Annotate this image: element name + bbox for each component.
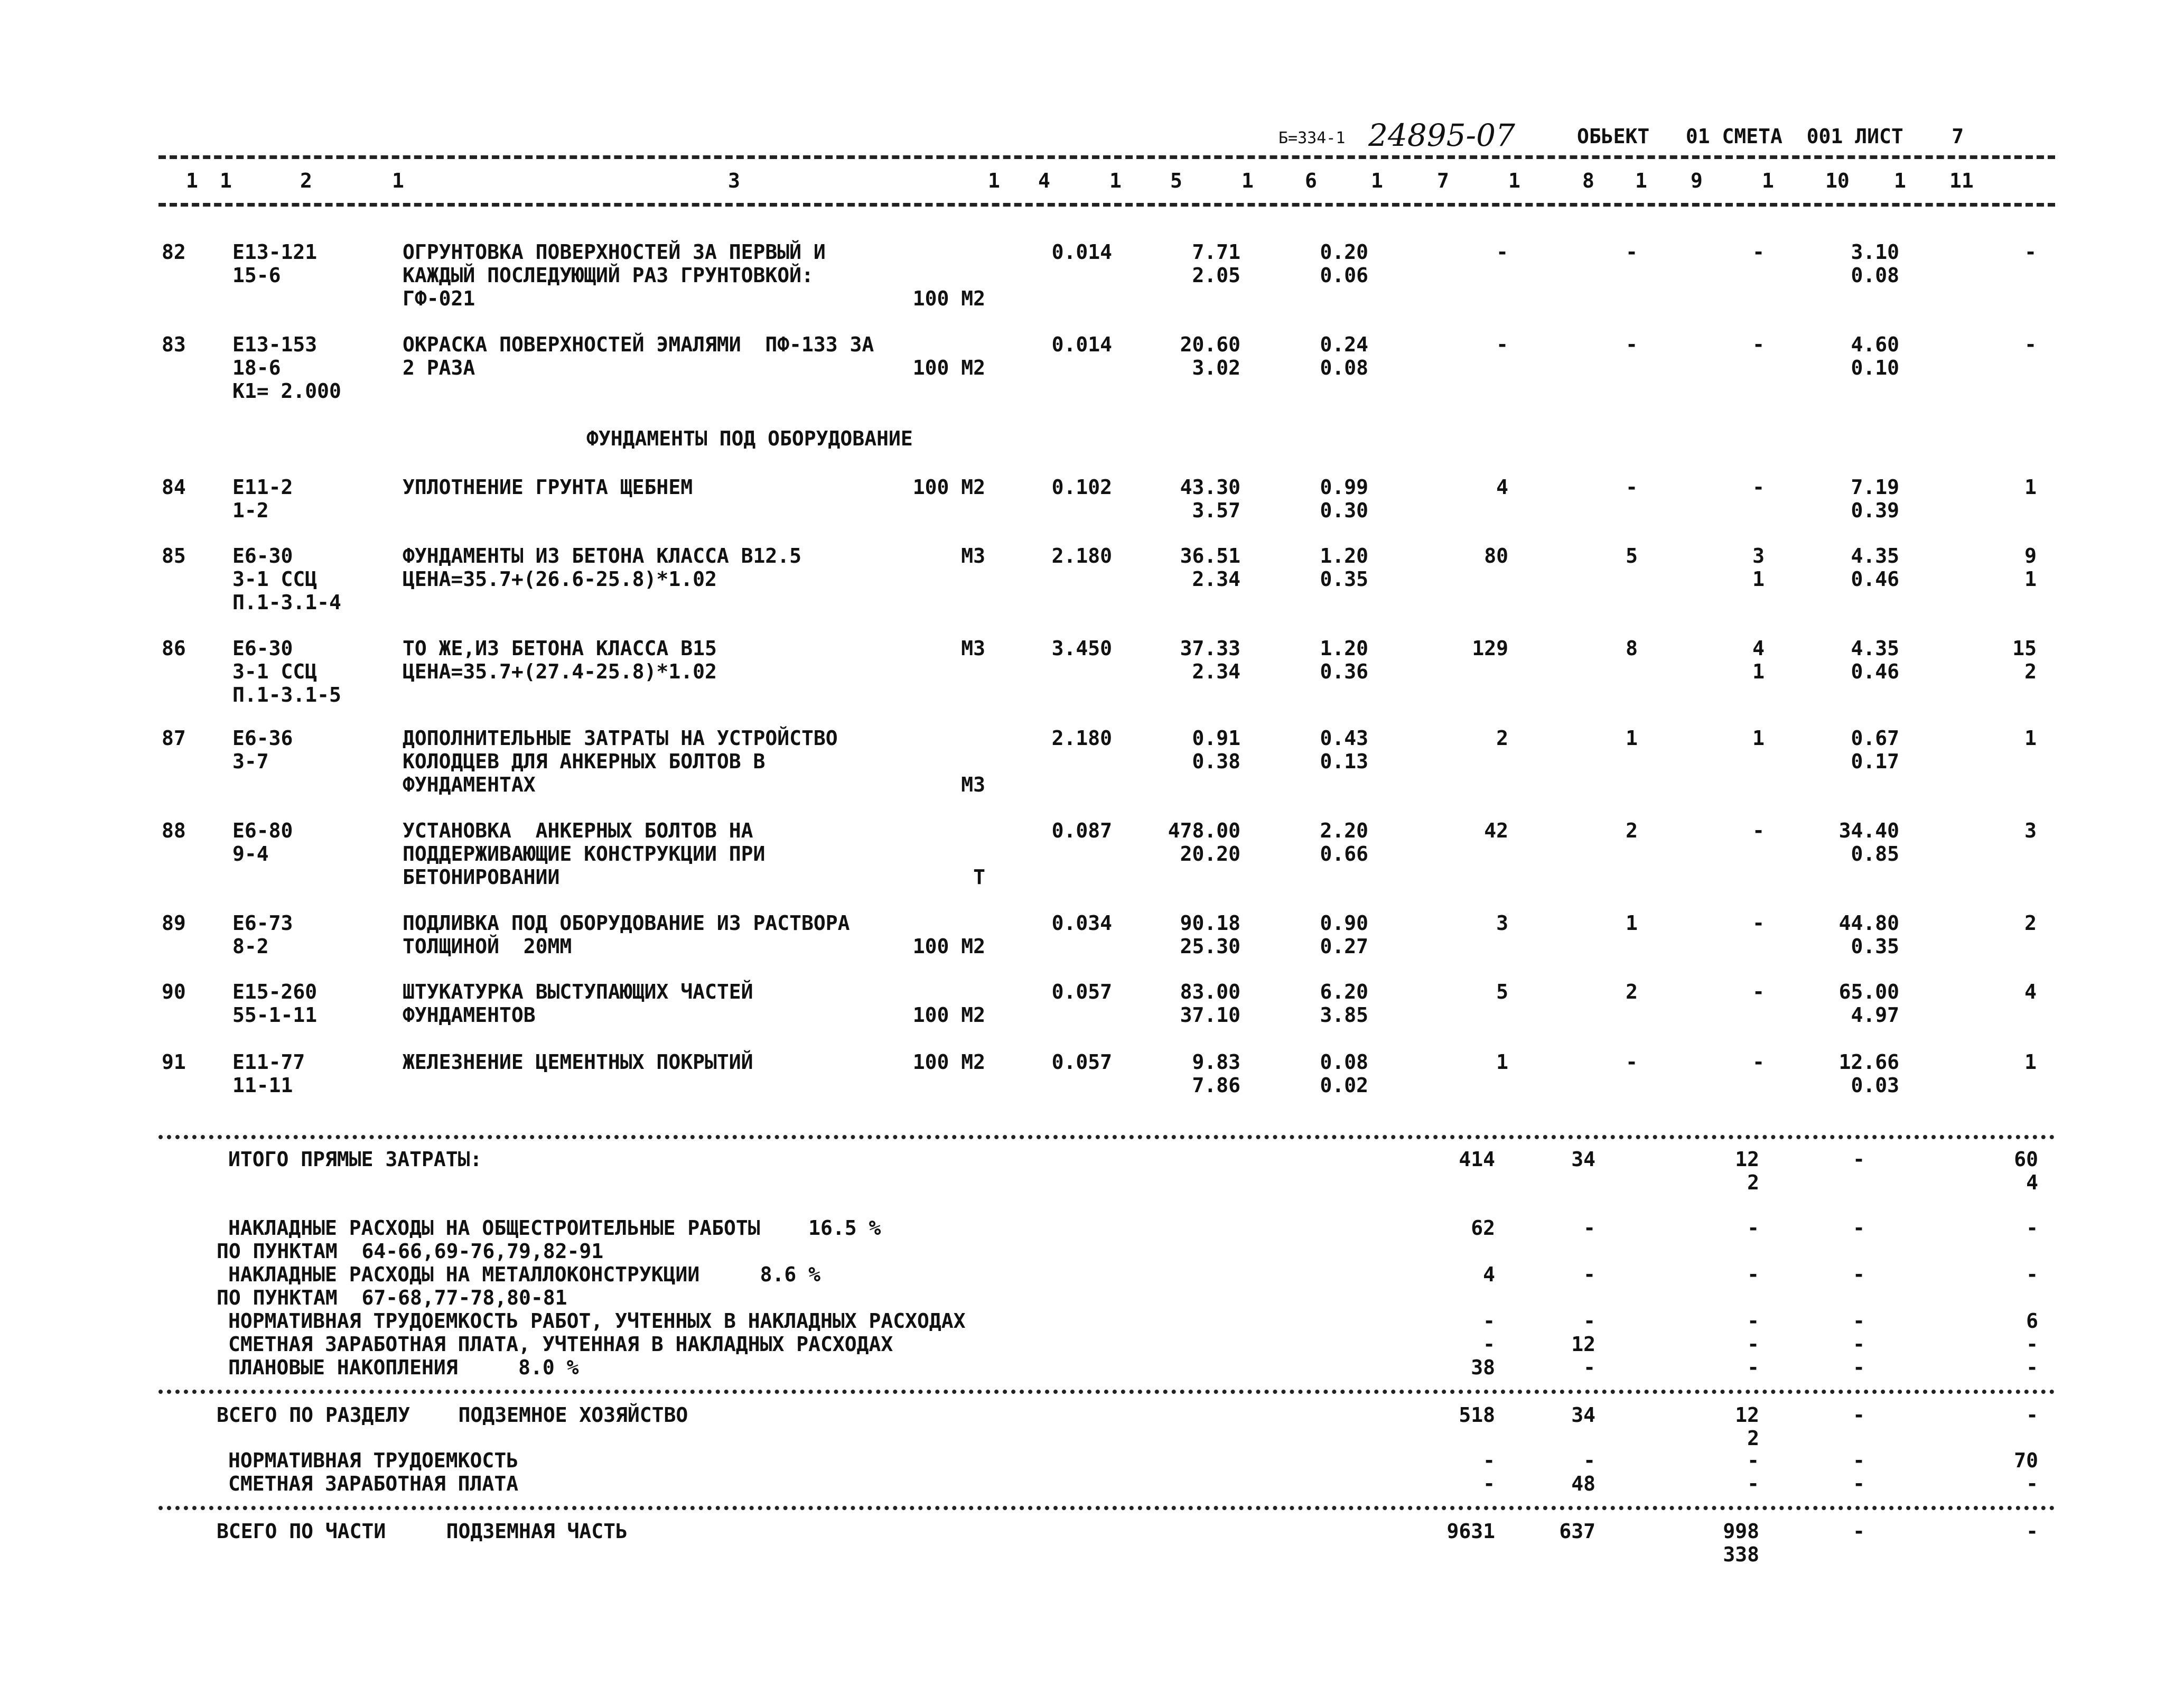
row-c9: - — [1752, 333, 1765, 356]
total-c9: 338 — [1723, 1543, 1759, 1566]
row-c6: 0.02 — [1320, 1074, 1368, 1097]
col-num-7: 7 — [1437, 169, 1449, 192]
col-num-3: 3 — [728, 169, 740, 192]
row-c5: 83.00 — [1180, 980, 1240, 1003]
total-c10: - — [1853, 1449, 1865, 1472]
row-c5: 20.20 — [1180, 842, 1240, 865]
total-c9: 2 — [1747, 1171, 1759, 1194]
row-number: 91 — [162, 1050, 186, 1074]
row-c6: 0.08 — [1320, 356, 1368, 379]
row-code: 55-1-11 — [232, 1003, 318, 1027]
row-c6: 0.24 — [1320, 333, 1368, 356]
row-name: ДОПОЛНИТЕЛЬНЫЕ ЗАТРАТЫ НА УСТРОЙСТВО — [403, 727, 838, 750]
row-code: Е13-153 — [232, 333, 318, 356]
total-c10: - — [1853, 1309, 1865, 1333]
row-c6: 0.20 — [1320, 240, 1368, 264]
total-c8: 12 — [1571, 1333, 1595, 1356]
row-c7: 2 — [1496, 727, 1508, 750]
row-c9: - — [1752, 980, 1765, 1003]
row-code: Е6-80 — [232, 819, 293, 842]
row-unit: 100 М2 — [912, 356, 985, 379]
total-c11: - — [2026, 1263, 2038, 1286]
row-code: 18-6 — [232, 356, 281, 379]
header-info: ОБЬЕКТ 01 СМЕТА 001 ЛИСТ 7 — [1577, 125, 1964, 148]
row-unit: 100 М2 — [912, 935, 985, 958]
row-c10: 12.66 — [1838, 1050, 1899, 1074]
row-c10: 0.46 — [1851, 660, 1899, 683]
row-quantity: 0.057 — [1051, 980, 1112, 1003]
row-c6: 0.27 — [1320, 935, 1368, 958]
doc-code-handwritten: 24895-07 — [1368, 117, 1515, 153]
row-name: ЖЕЛЕЗНЕНИЕ ЦЕМЕНТНЫХ ПОКРЫТИЙ — [403, 1050, 753, 1074]
row-c6: 2.20 — [1320, 819, 1368, 842]
row-number: 87 — [162, 727, 186, 750]
row-name: ОГРУНТОВКА ПОВЕРХНОСТЕЙ ЗА ПЕРВЫЙ И — [403, 240, 826, 264]
row-unit: М3 — [961, 637, 985, 660]
row-c11: 3 — [2024, 819, 2037, 842]
row-name: 2 РАЗА — [403, 356, 475, 379]
row-c5: 2.34 — [1192, 567, 1240, 591]
total-label: ИТОГО ПРЯМЫЕ ЗАТРАТЫ: — [228, 1148, 482, 1171]
row-unit: 100 М2 — [912, 1050, 985, 1074]
row-c11: - — [2024, 240, 2037, 264]
row-code: 1-2 — [232, 499, 269, 522]
total-sublabel: ПО ПУНКТАМ 67-68,77-78,80-81 — [217, 1286, 567, 1309]
row-c6: 0.90 — [1320, 911, 1368, 935]
total-c11: - — [2026, 1216, 2038, 1240]
row-c7: 3 — [1496, 911, 1508, 935]
row-c8: - — [1626, 1050, 1638, 1074]
row-number: 90 — [162, 980, 186, 1003]
row-c9: 4 — [1752, 637, 1765, 660]
row-name: БЕТОНИРОВАНИИ — [403, 865, 560, 889]
row-unit: 100 М2 — [912, 476, 985, 499]
row-c7: 80 — [1484, 544, 1508, 567]
row-name: УСТАНОВКА АНКЕРНЫХ БОЛТОВ НА — [403, 819, 753, 842]
row-name: ТО ЖЕ,ИЗ БЕТОНА КЛАССА В15 — [403, 637, 717, 660]
row-c10: 4.35 — [1851, 637, 1899, 660]
total-label: СМЕТНАЯ ЗАРАБОТНАЯ ПЛАТА, УЧТЕННАЯ В НАКЛАДНЫХ РАСХОДАХ — [228, 1333, 893, 1356]
row-c6: 0.36 — [1320, 660, 1368, 683]
total-c8: - — [1583, 1449, 1595, 1472]
row-c5: 25.30 — [1180, 935, 1240, 958]
row-unit: 100 М2 — [912, 1003, 985, 1027]
row-name: ТОЛЩИНОЙ 20ММ — [403, 935, 572, 958]
row-quantity: 3.450 — [1051, 637, 1112, 660]
row-unit: М3 — [961, 773, 985, 796]
row-c5: 37.33 — [1180, 637, 1240, 660]
row-name: УПЛОТНЕНИЕ ГРУНТА ЩЕБНЕМ — [403, 476, 693, 499]
row-code: 15-6 — [232, 264, 281, 287]
total-c10: - — [1853, 1356, 1865, 1379]
row-c9: - — [1752, 819, 1765, 842]
row-c6: 1.20 — [1320, 637, 1368, 660]
total-label: НАКЛАДНЫЕ РАСХОДЫ НА МЕТАЛЛОКОНСТРУКЦИИ 8.6 % — [228, 1263, 821, 1286]
section-title: ФУНДАМЕНТЫ ПОД ОБОРУДОВАНИЕ — [586, 427, 913, 450]
row-c5: 2.34 — [1192, 660, 1240, 683]
row-c10: 0.17 — [1851, 750, 1899, 773]
row-c7: - — [1496, 333, 1508, 356]
row-name: ФУНДАМЕНТАХ — [403, 773, 536, 796]
total-c10: - — [1853, 1263, 1865, 1286]
total-c7: 62 — [1471, 1216, 1495, 1240]
row-c10: 4.60 — [1851, 333, 1899, 356]
total-c8: 34 — [1571, 1148, 1595, 1171]
row-c10: 0.46 — [1851, 567, 1899, 591]
row-c10: 0.67 — [1851, 727, 1899, 750]
col-num-4: 4 — [1038, 169, 1050, 192]
row-c10: 4.35 — [1851, 544, 1899, 567]
total-c9: - — [1747, 1216, 1759, 1240]
total-c8: 34 — [1571, 1403, 1595, 1427]
row-code: 3-1 ССЦ — [232, 660, 318, 683]
row-name: ФУНДАМЕНТЫ ИЗ БЕТОНА КЛАССА В12.5 — [403, 544, 801, 567]
row-unit: Т — [973, 865, 985, 889]
row-c8: - — [1626, 240, 1638, 264]
total-c7: 4 — [1483, 1263, 1495, 1286]
row-number: 83 — [162, 333, 186, 356]
row-c5: 0.38 — [1192, 750, 1240, 773]
row-number: 85 — [162, 544, 186, 567]
row-name: ФУНДАМЕНТОВ — [403, 1003, 536, 1027]
row-c6: 6.20 — [1320, 980, 1368, 1003]
row-c10: 3.10 — [1851, 240, 1899, 264]
row-c7: 1 — [1496, 1050, 1508, 1074]
row-c6: 0.30 — [1320, 499, 1368, 522]
row-c6: 0.66 — [1320, 842, 1368, 865]
total-c8: - — [1583, 1263, 1595, 1286]
row-c10: 0.10 — [1851, 356, 1899, 379]
row-c5: 7.86 — [1192, 1074, 1240, 1097]
row-quantity: 0.014 — [1051, 240, 1112, 264]
total-c10: - — [1853, 1472, 1865, 1495]
row-c10: 44.80 — [1838, 911, 1899, 935]
row-c8: - — [1626, 333, 1638, 356]
row-c11: 4 — [2024, 980, 2037, 1003]
row-quantity: 0.057 — [1051, 1050, 1112, 1074]
total-c11: - — [2026, 1333, 2038, 1356]
row-c11: 1 — [2024, 727, 2037, 750]
col-num-9: 9 — [1691, 169, 1703, 192]
col-num-8: 8 — [1582, 169, 1594, 192]
total-c10: - — [1853, 1520, 1865, 1543]
total-c10: - — [1853, 1403, 1865, 1427]
col-num-6: 6 — [1305, 169, 1317, 192]
total-c7: 38 — [1471, 1356, 1495, 1379]
row-code: П.1-3.1-5 — [232, 683, 341, 706]
total-c9: 998 — [1723, 1520, 1759, 1543]
total-c9: 2 — [1747, 1427, 1759, 1450]
row-c9: 1 — [1752, 660, 1765, 683]
row-c7: 42 — [1484, 819, 1508, 842]
row-code: 8-2 — [232, 935, 269, 958]
total-c11: - — [2026, 1356, 2038, 1379]
row-c11: 1 — [2024, 476, 2037, 499]
total-c8: - — [1583, 1216, 1595, 1240]
row-c10: 34.40 — [1838, 819, 1899, 842]
total-c11: 6 — [2026, 1309, 2038, 1333]
row-quantity: 0.087 — [1051, 819, 1112, 842]
row-unit: 100 М2 — [912, 287, 985, 310]
row-c8: 8 — [1626, 637, 1638, 660]
row-c10: 65.00 — [1838, 980, 1899, 1003]
row-name: КОЛОДЦЕВ ДЛЯ АНКЕРНЫХ БОЛТОВ В — [403, 750, 766, 773]
row-quantity: 2.180 — [1051, 727, 1112, 750]
total-c7: 518 — [1459, 1403, 1495, 1427]
row-code: 3-7 — [232, 750, 269, 773]
row-c5: 20.60 — [1180, 333, 1240, 356]
total-c9: 12 — [1735, 1403, 1759, 1427]
row-c9: 1 — [1752, 727, 1765, 750]
row-code: П.1-3.1-4 — [232, 591, 341, 614]
totals-separator — [158, 1135, 2055, 1139]
col-num-5: 5 — [1170, 169, 1182, 192]
row-c5: 3.02 — [1192, 356, 1240, 379]
total-c9: - — [1747, 1333, 1759, 1356]
row-c6: 3.85 — [1320, 1003, 1368, 1027]
row-c8: 2 — [1626, 980, 1638, 1003]
col-num-11: 11 — [1949, 169, 1974, 192]
row-c7: 4 — [1496, 476, 1508, 499]
row-code: К1= 2.000 — [232, 379, 341, 403]
total-c11: 70 — [2014, 1449, 2038, 1472]
total-label: НОРМАТИВНАЯ ТРУДОЕМКОСТЬ РАБОТ, УЧТЕННЫХ В НАКЛАДНЫХ РАСХОДАХ — [228, 1309, 966, 1333]
row-code: 3-1 ССЦ — [232, 567, 318, 591]
row-c6: 0.06 — [1320, 264, 1368, 287]
row-c6: 0.99 — [1320, 476, 1368, 499]
row-c5: 0.91 — [1192, 727, 1240, 750]
row-name: ЦЕНА=35.7+(27.4-25.8)*1.02 — [403, 660, 717, 683]
row-c9: - — [1752, 1050, 1765, 1074]
row-c7: 129 — [1472, 637, 1508, 660]
row-code: Е6-30 — [232, 637, 293, 660]
total-c10: - — [1853, 1148, 1865, 1171]
row-c8: 1 — [1626, 727, 1638, 750]
row-c6: 1.20 — [1320, 544, 1368, 567]
total-c11: 4 — [2026, 1171, 2038, 1194]
row-name: ГФ-021 — [403, 287, 475, 310]
row-code: 9-4 — [232, 842, 269, 865]
total-c9: 12 — [1735, 1148, 1759, 1171]
row-code: Е6-30 — [232, 544, 293, 567]
total-c7: - — [1483, 1472, 1495, 1495]
row-c9: - — [1752, 911, 1765, 935]
row-c5: 43.30 — [1180, 476, 1240, 499]
row-c5: 90.18 — [1180, 911, 1240, 935]
row-unit: М3 — [961, 544, 985, 567]
row-quantity: 0.102 — [1051, 476, 1112, 499]
row-c7: 5 — [1496, 980, 1508, 1003]
section-total-separator — [158, 1390, 2055, 1394]
total-label: НАКЛАДНЫЕ РАСХОДЫ НА ОБЩЕСТРОИТЕЛЬНЫЕ РАБОТЫ 16.5 % — [228, 1216, 881, 1240]
total-c11: - — [2026, 1472, 2038, 1495]
total-c11: - — [2026, 1403, 2038, 1427]
row-name: ОКРАСКА ПОВЕРХНОСТЕЙ ЭМАЛЯМИ ПФ-133 ЗА — [403, 333, 874, 356]
row-code: 11-11 — [232, 1074, 293, 1097]
row-c10: 0.35 — [1851, 935, 1899, 958]
row-c11: 2 — [2024, 911, 2037, 935]
row-c5: 7.71 — [1192, 240, 1240, 264]
total-c9: - — [1747, 1309, 1759, 1333]
row-number: 82 — [162, 240, 186, 264]
row-c6: 0.13 — [1320, 750, 1368, 773]
total-sublabel: ПО ПУНКТАМ 64-66,69-76,79,82-91 — [217, 1240, 604, 1263]
total-c9: - — [1747, 1356, 1759, 1379]
row-c5: 478.00 — [1168, 819, 1240, 842]
doc-code-small: Б=334-1 — [1278, 129, 1346, 147]
row-c11: 1 — [2024, 1050, 2037, 1074]
row-c6: 0.35 — [1320, 567, 1368, 591]
row-name: ПОДДЕРЖИВАЮЩИЕ КОНСТРУКЦИИ ПРИ — [403, 842, 766, 865]
total-c11: - — [2026, 1520, 2038, 1543]
row-code: Е11-77 — [232, 1050, 305, 1074]
total-c9: - — [1747, 1263, 1759, 1286]
row-c8: 2 — [1626, 819, 1638, 842]
row-c8: 5 — [1626, 544, 1638, 567]
total-label: ПЛАНОВЫЕ НАКОПЛЕНИЯ 8.0 % — [228, 1356, 579, 1379]
total-c7: 9631 — [1446, 1520, 1495, 1543]
row-code: Е6-36 — [232, 727, 293, 750]
row-c11: 2 — [2024, 660, 2037, 683]
total-c8: - — [1583, 1309, 1595, 1333]
part-total-separator — [158, 1506, 2055, 1510]
row-c8: - — [1626, 476, 1638, 499]
total-c9: - — [1747, 1472, 1759, 1495]
row-c11: 1 — [2024, 567, 2037, 591]
row-number: 88 — [162, 819, 186, 842]
row-c6: 0.43 — [1320, 727, 1368, 750]
row-quantity: 0.034 — [1051, 911, 1112, 935]
row-c10: 4.97 — [1851, 1003, 1899, 1027]
total-c7: - — [1483, 1309, 1495, 1333]
row-c10: 0.03 — [1851, 1074, 1899, 1097]
total-c10: - — [1853, 1216, 1865, 1240]
total-label: НОРМАТИВНАЯ ТРУДОЕМКОСТЬ — [228, 1449, 519, 1472]
row-c11: - — [2024, 333, 2037, 356]
row-c9: 3 — [1752, 544, 1765, 567]
total-c7: - — [1483, 1449, 1495, 1472]
total-c9: - — [1747, 1449, 1759, 1472]
row-name: ЦЕНА=35.7+(26.6-25.8)*1.02 — [403, 567, 717, 591]
row-c11: 15 — [2012, 637, 2037, 660]
total-label: ВСЕГО ПО РАЗДЕЛУ ПОДЗЕМНОЕ ХОЗЯЙСТВО — [217, 1403, 688, 1427]
row-c9: - — [1752, 240, 1765, 264]
row-c9: 1 — [1752, 567, 1765, 591]
row-number: 84 — [162, 476, 186, 499]
total-c8: - — [1583, 1356, 1595, 1379]
row-c5: 36.51 — [1180, 544, 1240, 567]
row-c6: 0.08 — [1320, 1050, 1368, 1074]
row-name: ПОДЛИВКА ПОД ОБОРУДОВАНИЕ ИЗ РАСТВОРА — [403, 911, 850, 935]
row-code: Е13-121 — [232, 240, 318, 264]
total-c8: 48 — [1571, 1472, 1595, 1495]
total-label: СМЕТНАЯ ЗАРАБОТНАЯ ПЛАТА — [228, 1472, 519, 1495]
row-c11: 9 — [2024, 544, 2037, 567]
row-c7: - — [1496, 240, 1508, 264]
row-quantity: 0.014 — [1051, 333, 1112, 356]
row-c5: 37.10 — [1180, 1003, 1240, 1027]
row-c8: 1 — [1626, 911, 1638, 935]
header-rule — [158, 203, 2055, 207]
row-number: 89 — [162, 911, 186, 935]
row-code: Е15-260 — [232, 980, 318, 1003]
row-c5: 9.83 — [1192, 1050, 1240, 1074]
row-c5: 3.57 — [1192, 499, 1240, 522]
col-num-2: 2 — [300, 169, 312, 192]
top-rule — [158, 155, 2055, 159]
row-c10: 0.85 — [1851, 842, 1899, 865]
total-label: ВСЕГО ПО ЧАСТИ ПОДЗЕМНАЯ ЧАСТЬ — [217, 1520, 628, 1543]
total-c11: 60 — [2014, 1148, 2038, 1171]
row-c5: 2.05 — [1192, 264, 1240, 287]
row-c10: 0.39 — [1851, 499, 1899, 522]
row-name: КАЖДЫЙ ПОСЛЕДУЮЩИЙ РАЗ ГРУНТОВКОЙ: — [403, 264, 814, 287]
total-c10: - — [1853, 1333, 1865, 1356]
row-c10: 0.08 — [1851, 264, 1899, 287]
row-number: 86 — [162, 637, 186, 660]
row-quantity: 2.180 — [1051, 544, 1112, 567]
col-num-10: 10 — [1825, 169, 1850, 192]
row-c10: 7.19 — [1851, 476, 1899, 499]
total-c7: - — [1483, 1333, 1495, 1356]
row-code: Е11-2 — [232, 476, 293, 499]
row-code: Е6-73 — [232, 911, 293, 935]
total-c8: 637 — [1559, 1520, 1595, 1543]
row-c9: - — [1752, 476, 1765, 499]
row-name: ШТУКАТУРКА ВЫСТУПАЮЩИХ ЧАСТЕЙ — [403, 980, 753, 1003]
total-c7: 414 — [1459, 1148, 1495, 1171]
